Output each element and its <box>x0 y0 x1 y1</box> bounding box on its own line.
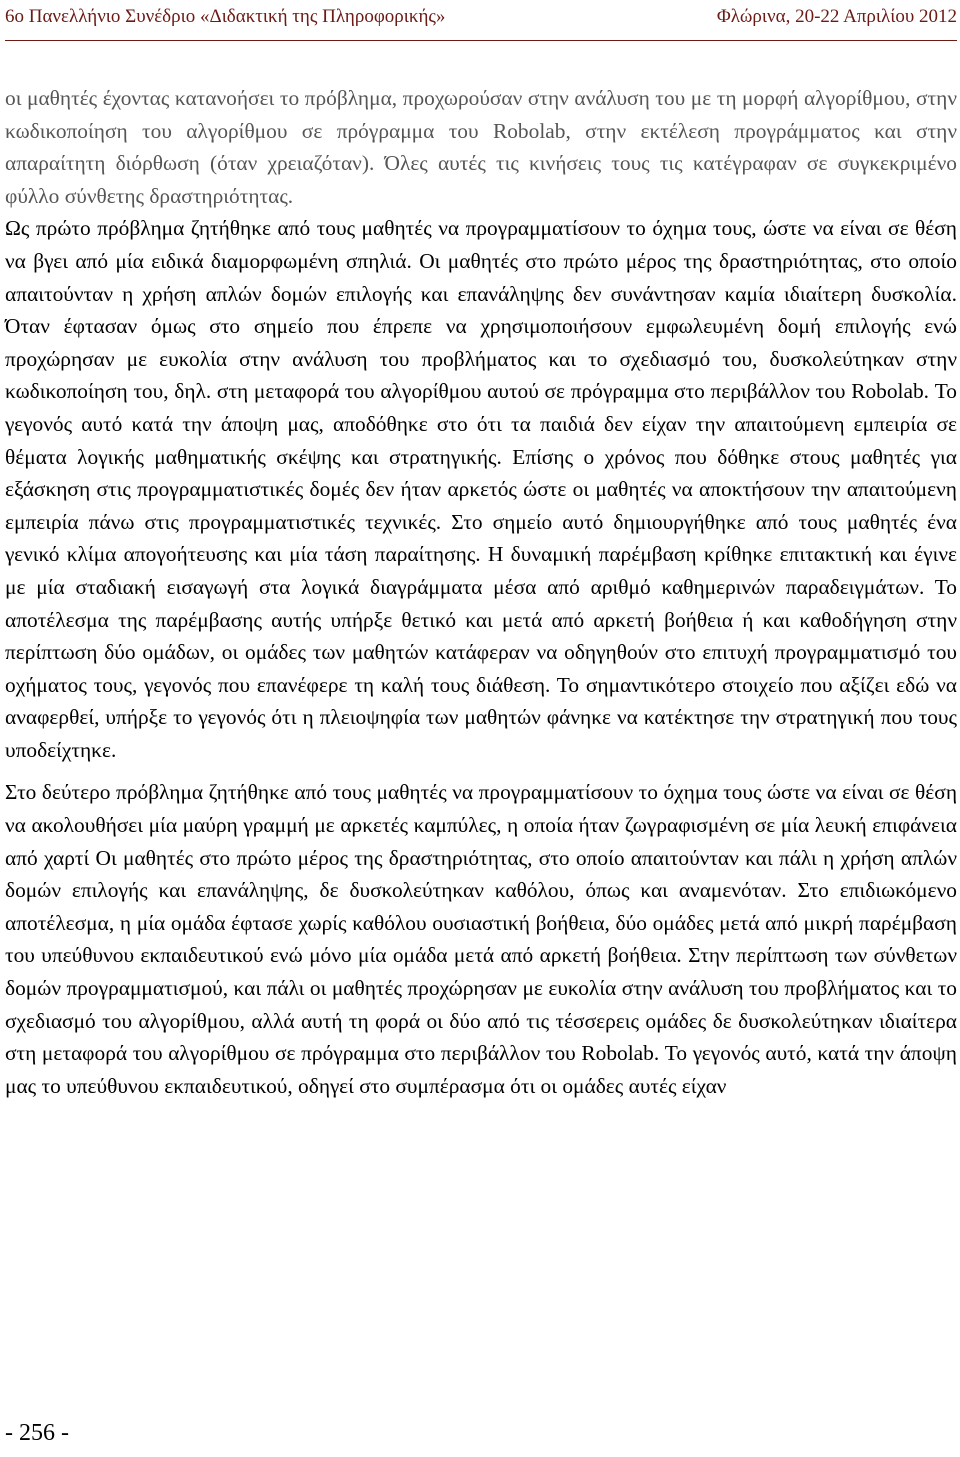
paragraph: οι μαθητές έχοντας κατανοήσει το πρόβλημα, προχωρούσαν στην ανάλυση του με τη μορφή αλγορίθμου, στην κωδικοποίηση του αλγορίθμου σε πρόγραμμα του Robolab, στην εκτέλεση προγράμματος και στην απαραίτητη διόρθωση (όταν χρειαζόταν). Όλες αυτές τις κινήσεις τους τις κατέγραφαν σε συγκεκριμένο φύλλο σύνθετης δραστηριότητας. <box>5 86 957 208</box>
header-location-date: Φλώρινα, 20-22 Απριλίου 2012 <box>716 6 957 27</box>
header-rule <box>5 40 957 41</box>
page-number: - 256 - <box>5 1420 69 1446</box>
running-header <box>5 0 957 44</box>
paragraph: Στο δεύτερο πρόβλημα ζητήθηκε από τους μαθητές να προγραμματίσουν το όχημα τους ώστε να είναι σε θέση να ακολουθήσει μία μαύρη γραμμή με αρκετές καμπύλες, η οποία ήταν ζωγραφισμένη σε μία λευκή επιφάνεια από χαρτί Οι μαθητές στο πρώτο μέρος της δραστηριότητας, στο οποίο απαιτούνταν και πάλι η χρήση απλών δομών επιλογής και επανάληψης, δε δυσκολεύτηκαν καθόλου, όπως και αναμενόταν. Στο επιδιωκόμενο αποτέλεσμα, η μία ομάδα έφτασε χωρίς καθόλου ουσιαστική βοήθεια, δύο ομάδες μετά από μικρή παρέμβαση του υπεύθυνου εκπαιδευτικού ενώ μόνο μία ομάδα μετά από αρκετή βοήθεια. Στην περίπτωση των σύνθετων δομών προγραμματισμού, και πάλι οι μαθητές προχώρησαν με ευκολία στην ανάλυση του προβλήματος και το σχεδιασμό του αλγορίθμου, αλλά αυτή τη φορά οι δύο από τις τέσσερεις ομάδες δε δυσκολεύτηκαν ιδιαίτερα στη μεταφορά του αλγορίθμου σε πρόγραμμα στο περιβάλλον του Robolab. Το γεγονός αυτό, κατά την άποψη μας το υπεύθυνου εκπαιδευτικού, οδηγεί στο συμπέρασμα ότι οι ομάδες αυτές είχαν <box>5 780 957 1098</box>
body-text <box>5 82 957 1102</box>
paragraph: Ως πρώτο πρόβλημα ζητήθηκε από τους μαθητές να προγραμματίσουν το όχημα τους, ώστε να είναι σε θέση να βγει από μία ειδικά διαμορφωμένη σπηλιά. Οι μαθητές στο πρώτο μέρος της δραστηριότητας, στο οποίο απαιτούνταν η χρήση απλών δομών επιλογής και επανάληψης δεν συνάντησαν καμία ιδιαίτερη δυσκολία. Όταν έφτασαν όμως στο σημείο που έπρεπε να χρησιμοποιήσουν εμφωλευμένη δομή επιλογής ενώ προχώρησαν με ευκολία στην ανάλυση του προβλήματος και το σχεδιασμό του, δυσκολεύτηκαν στην κωδικοποίηση του, δηλ. στη μεταφορά του αλγορίθμου αυτού σε πρόγραμμα στο περιβάλλον του Robolab. Το γεγονός αυτό κατά την άποψη μας, αποδόθηκε στο ότι τα παιδιά δεν είχαν την απαιτούμενη εμπειρία σε θέματα λογικής μαθηματικής σκέψης και στρατηγικής. Επίσης ο χρόνος που δόθηκε στους μαθητές για εξάσκηση στις προγραμματιστικές δομές δεν ήταν αρκετός ώστε οι μαθητές να αποκτήσουν την απαιτούμενη εμπειρία πάνω στις προγραμματιστικές τεχνικές. Στο σημείο αυτό δημιουργήθηκε από τους μαθητές ένα γενικό κλίμα απογοήτευσης και μία τάση παραίτησης. Η δυναμική παρέμβαση κρίθηκε επιτακτική και έγινε με μία σταδιακή εισαγωγή στα λογικά διαγράμματα μέσα από αριθμό καθημερινών παραδειγμάτων. Το αποτέλεσμα της παρέμβασης αυτής υπήρξε θετικό και μετά από αρκετή βοήθεια ή και καθοδήγηση στην περίπτωση δύο ομάδων, οι ομάδες των μαθητών κατάφεραν να οδηγηθούν στο επιτυχή προγραμματισμό του οχήματος τους, γεγονός που επανέφερε τη καλή τους διάθεση. Το σημαντικότερο στοιχείο που αξίζει εδώ να αναφερθεί, υπήρξε το γεγονός ότι η πλειοψηφία των μαθητών φάνηκε να κατέκτησε την στρατηγική που τους υποδείχτηκε. <box>5 216 957 762</box>
header-conference-title: 6ο Πανελλήνιο Συνέδριο «Διδακτική της Πληροφορικής» <box>5 6 446 27</box>
